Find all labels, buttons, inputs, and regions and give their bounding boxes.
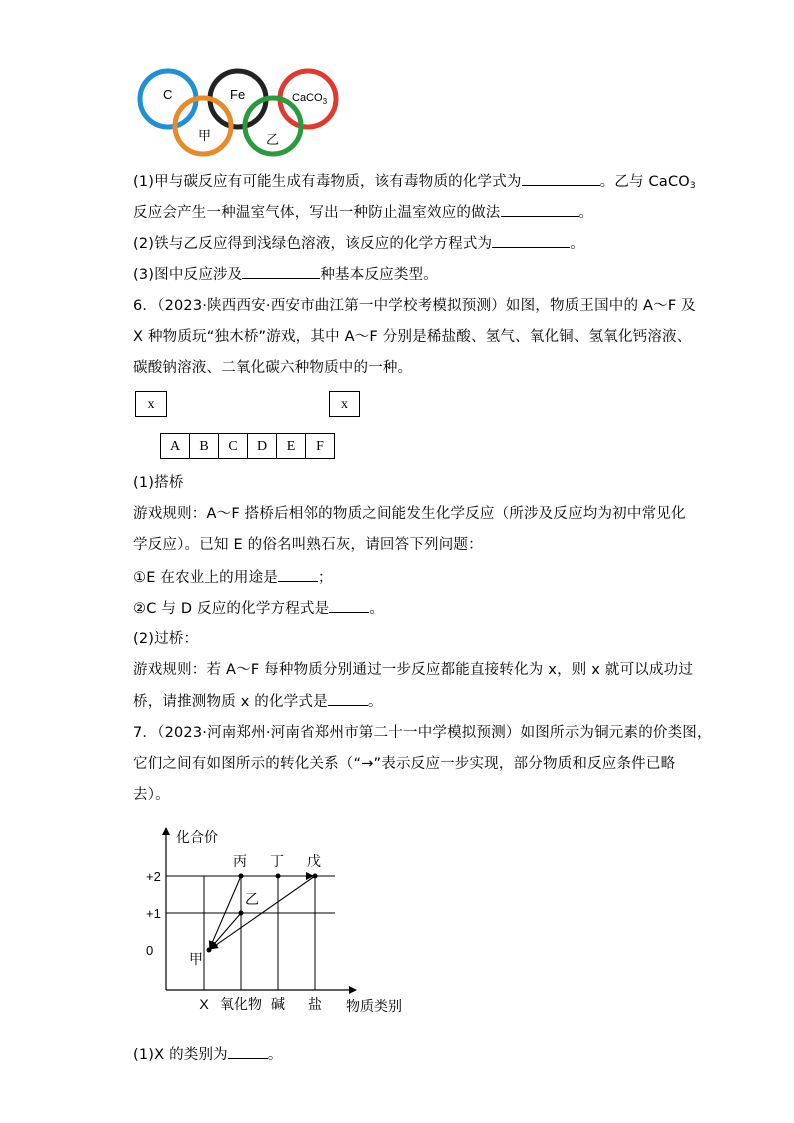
point-丙 <box>239 874 244 879</box>
y-axis-title: 化合价 <box>176 829 218 845</box>
answer-blank[interactable] <box>492 233 570 248</box>
q6-section1-title: (1)搭桥 <box>133 475 184 491</box>
q7-stem-line3: 去）。 <box>133 787 170 803</box>
x-axis-title: 物质类别 <box>346 998 402 1014</box>
valence-category-chart <box>140 820 430 1020</box>
q6-section2-title: (2)过桥： <box>133 631 199 647</box>
y-tick-label: 0 <box>146 943 154 958</box>
x-tick-label: 氧化物 <box>220 996 262 1012</box>
answer-blank[interactable] <box>278 567 318 582</box>
q7-sub1: (1)X 的类别为 。 <box>133 1044 283 1065</box>
ring-jia <box>175 98 231 154</box>
point-label: 乙 <box>245 891 259 907</box>
answer-blank[interactable] <box>242 264 320 279</box>
q6-rule-line3: 游戏规则：若 A～F 每种物质分别通过一步反应都能直接转化为 x，则 x 就可以成功过 <box>133 662 694 678</box>
answer-blank[interactable] <box>328 691 368 706</box>
y-tick-label: +1 <box>146 906 161 921</box>
q6-stem-line3: 碳酸钠溶液、二氧化碳六种物质中的一种。 <box>133 360 413 376</box>
q7-stem-line2: 它们之间有如图所示的转化关系（“→”表示反应一步实现，部分物质和反应条件已略 <box>133 756 676 772</box>
bridge-cell-a: A <box>160 433 190 459</box>
q5-part1-line1: (1)甲与碳反应有可能生成有毒物质，该有毒物质的化学式为 。乙与 CaCO$_3$ <box>133 171 696 196</box>
q6-rule-line4: 桥，请推测物质 x 的化学式是 。 <box>133 691 383 712</box>
bridge-row <box>160 433 335 459</box>
q6-stem-line2: X 种物质玩“独木桥”游戏，其中 A～F 分别是稀盐酸、氢气、氧化铜、氢氧化钙溶液、 <box>133 329 692 345</box>
arrow-戊-甲 <box>211 876 315 949</box>
point-label: 丁 <box>270 853 284 869</box>
bridge-cell-f: F <box>305 433 335 459</box>
rings-diagram <box>135 66 350 161</box>
bridge-cell-d: D <box>247 433 277 459</box>
point-label: 甲 <box>189 951 203 967</box>
x-tick-label: 盐 <box>308 996 322 1012</box>
answer-blank[interactable] <box>522 171 600 186</box>
chart-arrows <box>210 876 315 949</box>
x-tick-label: X <box>199 996 209 1012</box>
chart-labels <box>146 829 402 1014</box>
q5-part1-line2: 反应会产生一种温室气体，写出一种防止温室效应的做法 。 <box>133 202 593 223</box>
answer-blank[interactable] <box>228 1044 268 1059</box>
q5-part3: (3)图中反应涉及 种基本反应类型。 <box>133 264 438 285</box>
q6-question2: ②C 与 D 反应的化学方程式是 。 <box>133 598 384 619</box>
q6-question1: ①E 在农业上的用途是 ； <box>133 567 333 588</box>
bridge-cell-c: C <box>218 433 248 459</box>
point-label: 丙 <box>233 853 247 869</box>
q6-rule-line1: 游戏规则：A～F 搭桥后相邻的物质之间能发生化学反应（所涉及反应均为初中常见化 <box>133 506 686 522</box>
x-tick-label: 碱 <box>271 996 285 1012</box>
ring-label-c: C <box>163 87 173 102</box>
point-甲 <box>207 948 212 953</box>
y-tick-label: +2 <box>146 869 161 884</box>
ring-label-jia: 甲 <box>198 128 212 143</box>
bridge-cell-e: E <box>276 433 306 459</box>
point-戊 <box>313 874 318 879</box>
q7-stem-line1: 7．（2023·河南郑州·河南省郑州市第二十一中学模拟预测）如图所示为铜元素的价类图， <box>133 725 712 741</box>
answer-blank[interactable] <box>329 598 369 613</box>
ring-label-yi: 乙 <box>266 132 280 147</box>
point-乙 <box>239 911 244 916</box>
answer-blank[interactable] <box>501 202 579 217</box>
q6-stem-line1: 6．（2023·陕西西安·西安市曲江第一中学校考模拟预测）如图，物质王国中的 A～F 及 <box>133 298 696 314</box>
ring-label-caco3: CaCO$_3$ <box>292 92 328 106</box>
arrow-丙-甲 <box>210 876 241 948</box>
q6-rule-line2: 学反应）。已知 E 的俗名叫熟石灰，请回答下列问题： <box>133 537 483 553</box>
point-丁 <box>276 874 281 879</box>
ring-label-fe: Fe <box>230 87 246 102</box>
x-box-right: x <box>329 391 360 417</box>
point-label: 戊 <box>307 853 321 869</box>
q5-part2: (2)铁与乙反应得到浅绿色溶液，该反应的化学方程式为 。 <box>133 233 585 254</box>
x-box-left: x <box>135 391 167 417</box>
bridge-cell-b: B <box>189 433 219 459</box>
